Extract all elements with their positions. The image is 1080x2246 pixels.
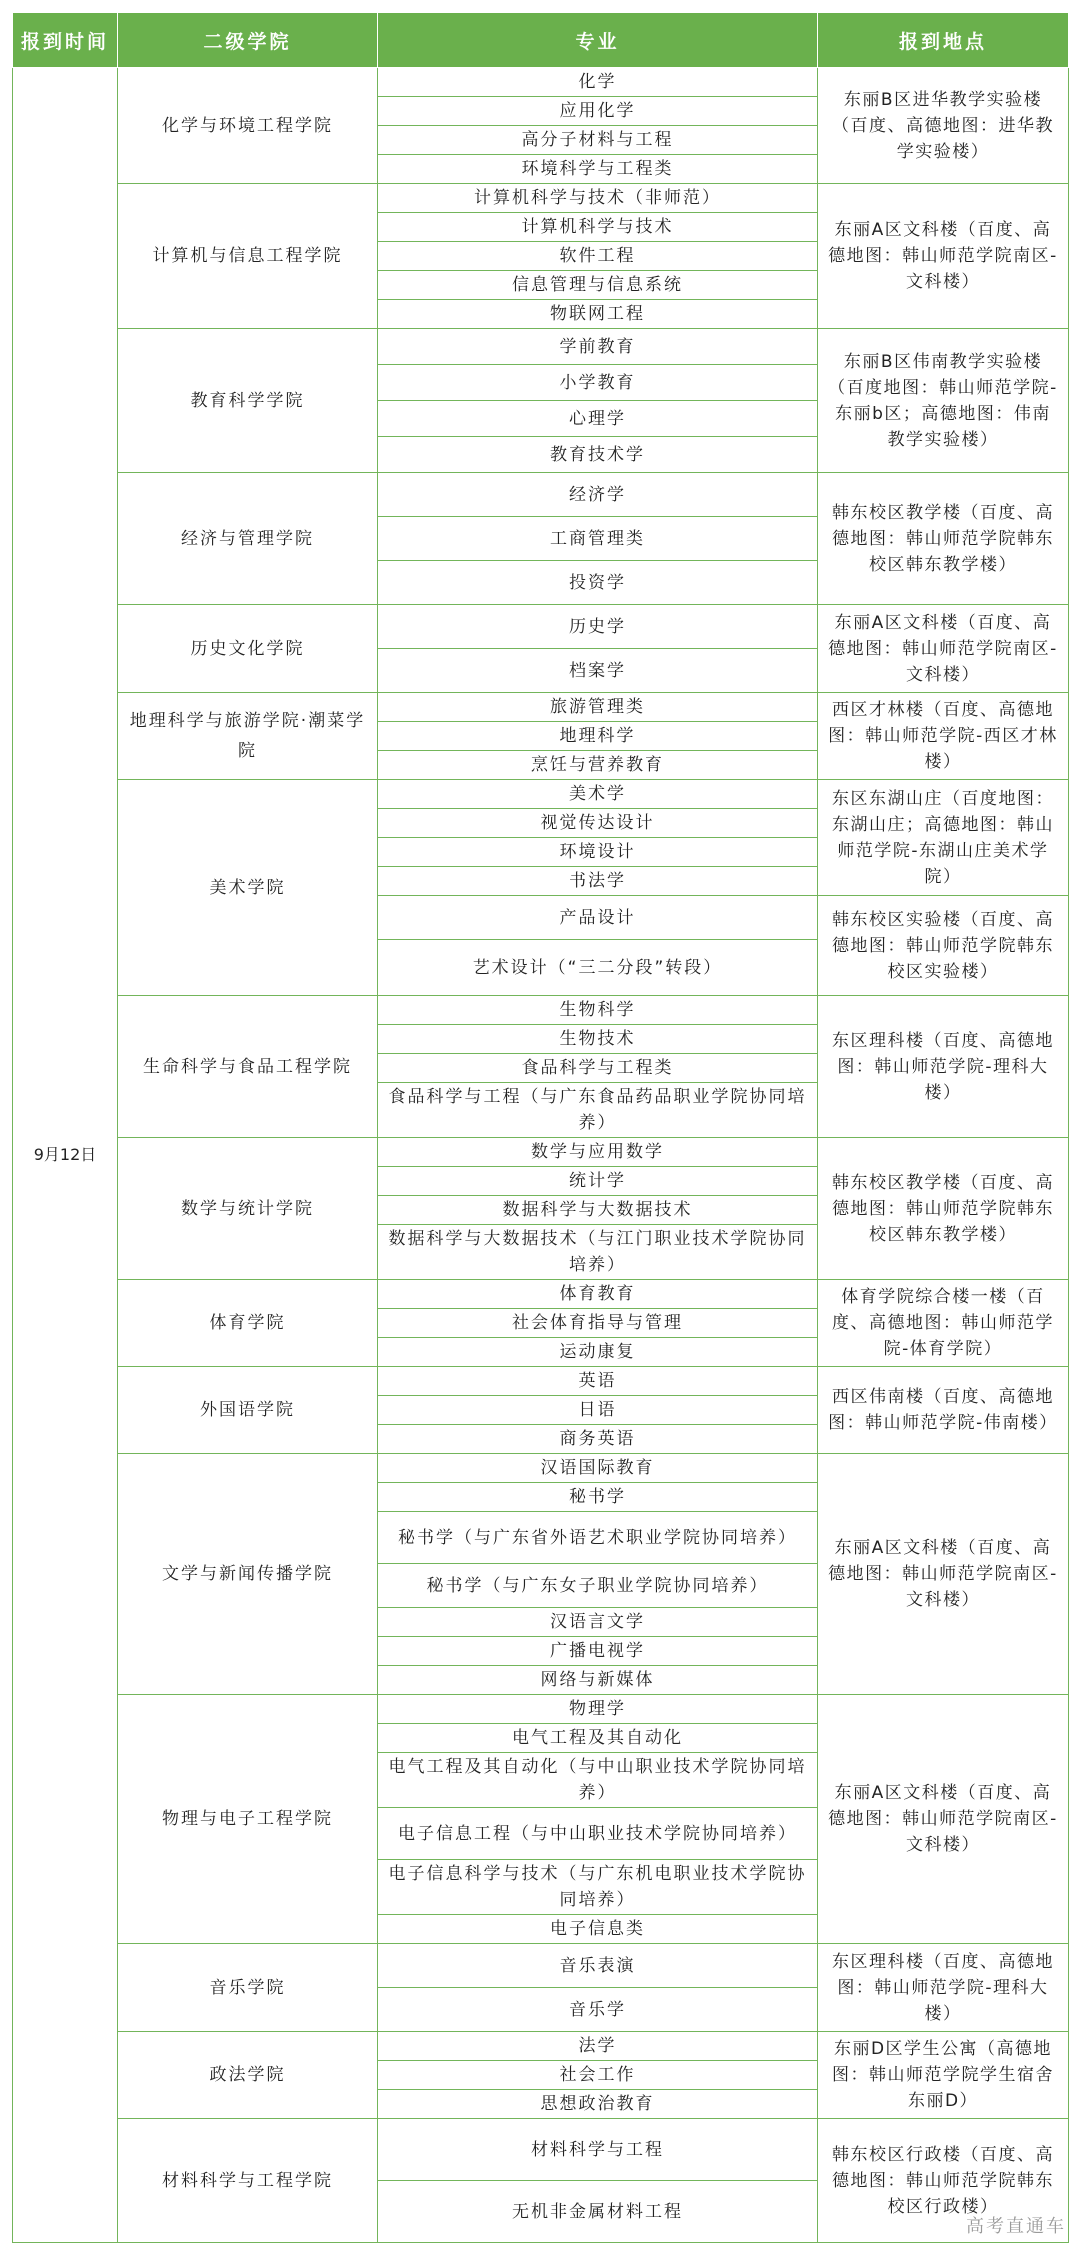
major-name: 历史学 <box>378 605 818 649</box>
major-name: 电子信息工程（与中山职业技术学院协同培养） <box>378 1808 818 1860</box>
major-name: 应用化学 <box>378 97 818 126</box>
major-name: 汉语言文学 <box>378 1608 818 1637</box>
report-location: 东丽A区文科楼（百度、高德地图：韩山师范学院南区-文科楼） <box>818 184 1069 329</box>
major-name: 广播电视学 <box>378 1637 818 1666</box>
major-name: 日语 <box>378 1396 818 1425</box>
major-name: 生物科学 <box>378 996 818 1025</box>
major-name: 汉语国际教育 <box>378 1454 818 1483</box>
college-name: 计算机与信息工程学院 <box>118 184 378 329</box>
major-name: 档案学 <box>378 649 818 693</box>
college-name: 化学与环境工程学院 <box>118 68 378 184</box>
major-name: 环境设计 <box>378 838 818 867</box>
major-name: 统计学 <box>378 1167 818 1196</box>
major-name: 社会工作 <box>378 2061 818 2090</box>
table-body <box>13 68 1069 2243</box>
major-name: 网络与新媒体 <box>378 1666 818 1695</box>
major-name: 学前教育 <box>378 329 818 365</box>
major-name: 经济学 <box>378 473 818 517</box>
table-row <box>13 329 1069 365</box>
table-row <box>13 473 1069 517</box>
table-row <box>13 1138 1069 1167</box>
report-location: 东区东湖山庄（百度地图：东湖山庄；高德地图：韩山师范学院-东湖山庄美术学院） <box>818 780 1069 896</box>
report-location: 东丽B区进华教学实验楼（百度、高德地图：进华教学实验楼） <box>818 68 1069 184</box>
major-name: 产品设计 <box>378 896 818 940</box>
major-name: 工商管理类 <box>378 517 818 561</box>
header-college: 二级学院 <box>118 13 378 68</box>
college-name: 政法学院 <box>118 2032 378 2119</box>
table-row <box>13 605 1069 649</box>
major-name: 数据科学与大数据技术（与江门职业技术学院协同培养） <box>378 1225 818 1280</box>
table-row <box>13 68 1069 97</box>
major-name: 旅游管理类 <box>378 693 818 722</box>
table-row <box>13 1280 1069 1309</box>
table-row <box>13 1454 1069 1483</box>
college-name: 体育学院 <box>118 1280 378 1367</box>
report-location: 东丽D区学生公寓（高德地图：韩山师范学院学生宿舍东丽D） <box>818 2032 1069 2119</box>
major-name: 物联网工程 <box>378 300 818 329</box>
major-name: 秘书学 <box>378 1483 818 1512</box>
major-name: 电子信息科学与技术（与广东机电职业技术学院协同培养） <box>378 1860 818 1915</box>
header-location: 报到地点 <box>818 13 1069 68</box>
major-name: 法学 <box>378 2032 818 2061</box>
major-name: 教育技术学 <box>378 437 818 473</box>
report-location: 东丽A区文科楼（百度、高德地图：韩山师范学院南区-文科楼） <box>818 605 1069 693</box>
college-name: 教育科学学院 <box>118 329 378 473</box>
registration-table <box>12 12 1069 2243</box>
report-location: 东丽B区伟南教学实验楼（百度地图：韩山师范学院-东丽b区；高德地图：伟南教学实验楼） <box>818 329 1069 473</box>
major-name: 计算机科学与技术（非师范） <box>378 184 818 213</box>
college-name: 数学与统计学院 <box>118 1138 378 1280</box>
college-name: 音乐学院 <box>118 1944 378 2032</box>
college-name: 文学与新闻传播学院 <box>118 1454 378 1695</box>
major-name: 美术学 <box>378 780 818 809</box>
header-date: 报到时间 <box>13 13 118 68</box>
major-name: 小学教育 <box>378 365 818 401</box>
major-name: 艺术设计（“三二分段”转段） <box>378 940 818 996</box>
major-name: 数学与应用数学 <box>378 1138 818 1167</box>
major-name: 音乐表演 <box>378 1944 818 1988</box>
college-name: 生命科学与食品工程学院 <box>118 996 378 1138</box>
report-location: 东区理科楼（百度、高德地图：韩山师范学院-理科大楼） <box>818 996 1069 1138</box>
major-name: 视觉传达设计 <box>378 809 818 838</box>
table-row <box>13 2119 1069 2181</box>
table-row <box>13 2032 1069 2061</box>
college-name: 经济与管理学院 <box>118 473 378 605</box>
major-name: 电子信息类 <box>378 1915 818 1944</box>
major-name: 秘书学（与广东省外语艺术职业学院协同培养） <box>378 1512 818 1564</box>
major-name: 英语 <box>378 1367 818 1396</box>
table-row <box>13 780 1069 809</box>
major-name: 书法学 <box>378 867 818 896</box>
table-header <box>13 13 1069 68</box>
major-name: 生物技术 <box>378 1025 818 1054</box>
report-location: 东丽A区文科楼（百度、高德地图：韩山师范学院南区-文科楼） <box>818 1454 1069 1695</box>
table-row <box>13 693 1069 722</box>
college-name: 材料科学与工程学院 <box>118 2119 378 2243</box>
major-name: 运动康复 <box>378 1338 818 1367</box>
report-location: 韩东校区行政楼（百度、高德地图：韩山师范学院韩东校区行政楼） <box>818 2119 1069 2243</box>
major-name: 数据科学与大数据技术 <box>378 1196 818 1225</box>
report-location: 东丽A区文科楼（百度、高德地图：韩山师范学院南区-文科楼） <box>818 1695 1069 1944</box>
major-name: 物理学 <box>378 1695 818 1724</box>
table-row <box>13 1695 1069 1724</box>
major-name: 商务英语 <box>378 1425 818 1454</box>
major-name: 体育教育 <box>378 1280 818 1309</box>
major-name: 投资学 <box>378 561 818 605</box>
major-name: 秘书学（与广东女子职业学院协同培养） <box>378 1564 818 1608</box>
registration-date: 9月12日 <box>13 68 118 2243</box>
major-name: 烹饪与营养教育 <box>378 751 818 780</box>
report-location: 西区才林楼（百度、高德地图：韩山师范学院-西区才林楼） <box>818 693 1069 780</box>
report-location: 韩东校区教学楼（百度、高德地图：韩山师范学院韩东校区韩东教学楼） <box>818 1138 1069 1280</box>
header-major: 专业 <box>378 13 818 68</box>
major-name: 无机非金属材料工程 <box>378 2181 818 2243</box>
major-name: 音乐学 <box>378 1988 818 2032</box>
major-name: 电气工程及其自动化（与中山职业技术学院协同培养） <box>378 1753 818 1808</box>
major-name: 计算机科学与技术 <box>378 213 818 242</box>
report-location: 西区伟南楼（百度、高德地图：韩山师范学院-伟南楼） <box>818 1367 1069 1454</box>
report-location: 韩东校区实验楼（百度、高德地图：韩山师范学院韩东校区实验楼） <box>818 896 1069 996</box>
college-name: 历史文化学院 <box>118 605 378 693</box>
major-name: 材料科学与工程 <box>378 2119 818 2181</box>
major-name: 软件工程 <box>378 242 818 271</box>
major-name: 高分子材料与工程 <box>378 126 818 155</box>
major-name: 信息管理与信息系统 <box>378 271 818 300</box>
major-name: 化学 <box>378 68 818 97</box>
report-location: 体育学院综合楼一楼（百度、高德地图：韩山师范学院-体育学院） <box>818 1280 1069 1367</box>
table-row <box>13 1944 1069 1988</box>
major-name: 地理科学 <box>378 722 818 751</box>
major-name: 食品科学与工程（与广东食品药品职业学院协同培养） <box>378 1083 818 1138</box>
major-name: 食品科学与工程类 <box>378 1054 818 1083</box>
report-location: 东区理科楼（百度、高德地图：韩山师范学院-理科大楼） <box>818 1944 1069 2032</box>
major-name: 心理学 <box>378 401 818 437</box>
major-name: 电气工程及其自动化 <box>378 1724 818 1753</box>
table-row <box>13 1367 1069 1396</box>
college-name: 物理与电子工程学院 <box>118 1695 378 1944</box>
report-location: 韩东校区教学楼（百度、高德地图：韩山师范学院韩东校区韩东教学楼） <box>818 473 1069 605</box>
major-name: 社会体育指导与管理 <box>378 1309 818 1338</box>
watermark: 高考直通车 <box>966 2216 1066 2237</box>
college-name: 外国语学院 <box>118 1367 378 1454</box>
major-name: 思想政治教育 <box>378 2090 818 2119</box>
table-row <box>13 996 1069 1025</box>
college-name: 美术学院 <box>118 780 378 996</box>
table-row <box>13 184 1069 213</box>
major-name: 环境科学与工程类 <box>378 155 818 184</box>
college-name: 地理科学与旅游学院·潮菜学院 <box>118 693 378 780</box>
